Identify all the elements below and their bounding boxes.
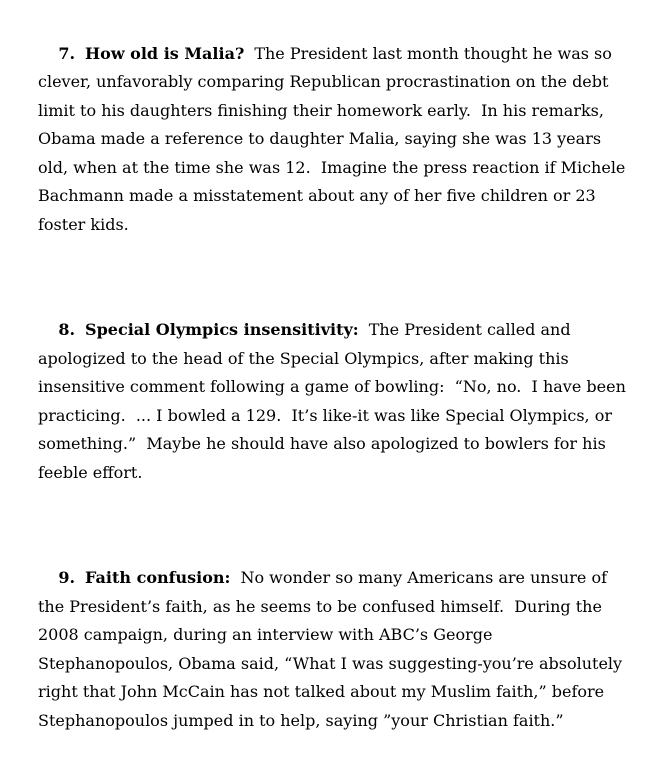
paragraph-number: 7. (58, 43, 76, 63)
paragraph (38, 11, 630, 268)
paragraph-title: Special Olympics insensitivity: (85, 320, 359, 339)
paragraph-title: Faith confusion: (85, 568, 231, 587)
paragraph-body: No wonder so many Americans are unsure of the President’s faith, as he seems to be confused himself. During the 2008 campaign, during an interview with ABC’s George Stephanopoulos, Obama said, “What I was suggesting-you’re absolutely right that John McCain has not talked about my Muslim faith,” before Stephanopoulos jumped in to help, saying ”your Christian faith.” (38, 568, 628, 730)
paragraph-body: The President last month thought he was so clever, unfavorably comparing Republican procrastination on the debt limit to his daughters finishing their homework early. In his remarks, Obama made a reference to daughter Malia, saying she was 13 years old, when at the time she was 12. Imagine the press reaction if Michele Bachmann made a misstatement about any of her five children or 23 foster kids. (38, 43, 631, 234)
paragraph (38, 536, 630, 764)
paragraph (38, 288, 630, 516)
paragraph-body: The President called and apologized to the head of the Special Olympics, after making this insensitive comment following a game of bowling: “No, no. I have been practicing. ... I bowled a 129. It’s like-it was like Special Olympics, or something.” Maybe he should have also apologized to bowlers for his feeble effort. (38, 320, 631, 482)
paragraph-number: 9. (58, 568, 76, 587)
paragraph-number: 8. (58, 320, 76, 339)
paragraph-title: How old is Malia? (85, 43, 245, 63)
